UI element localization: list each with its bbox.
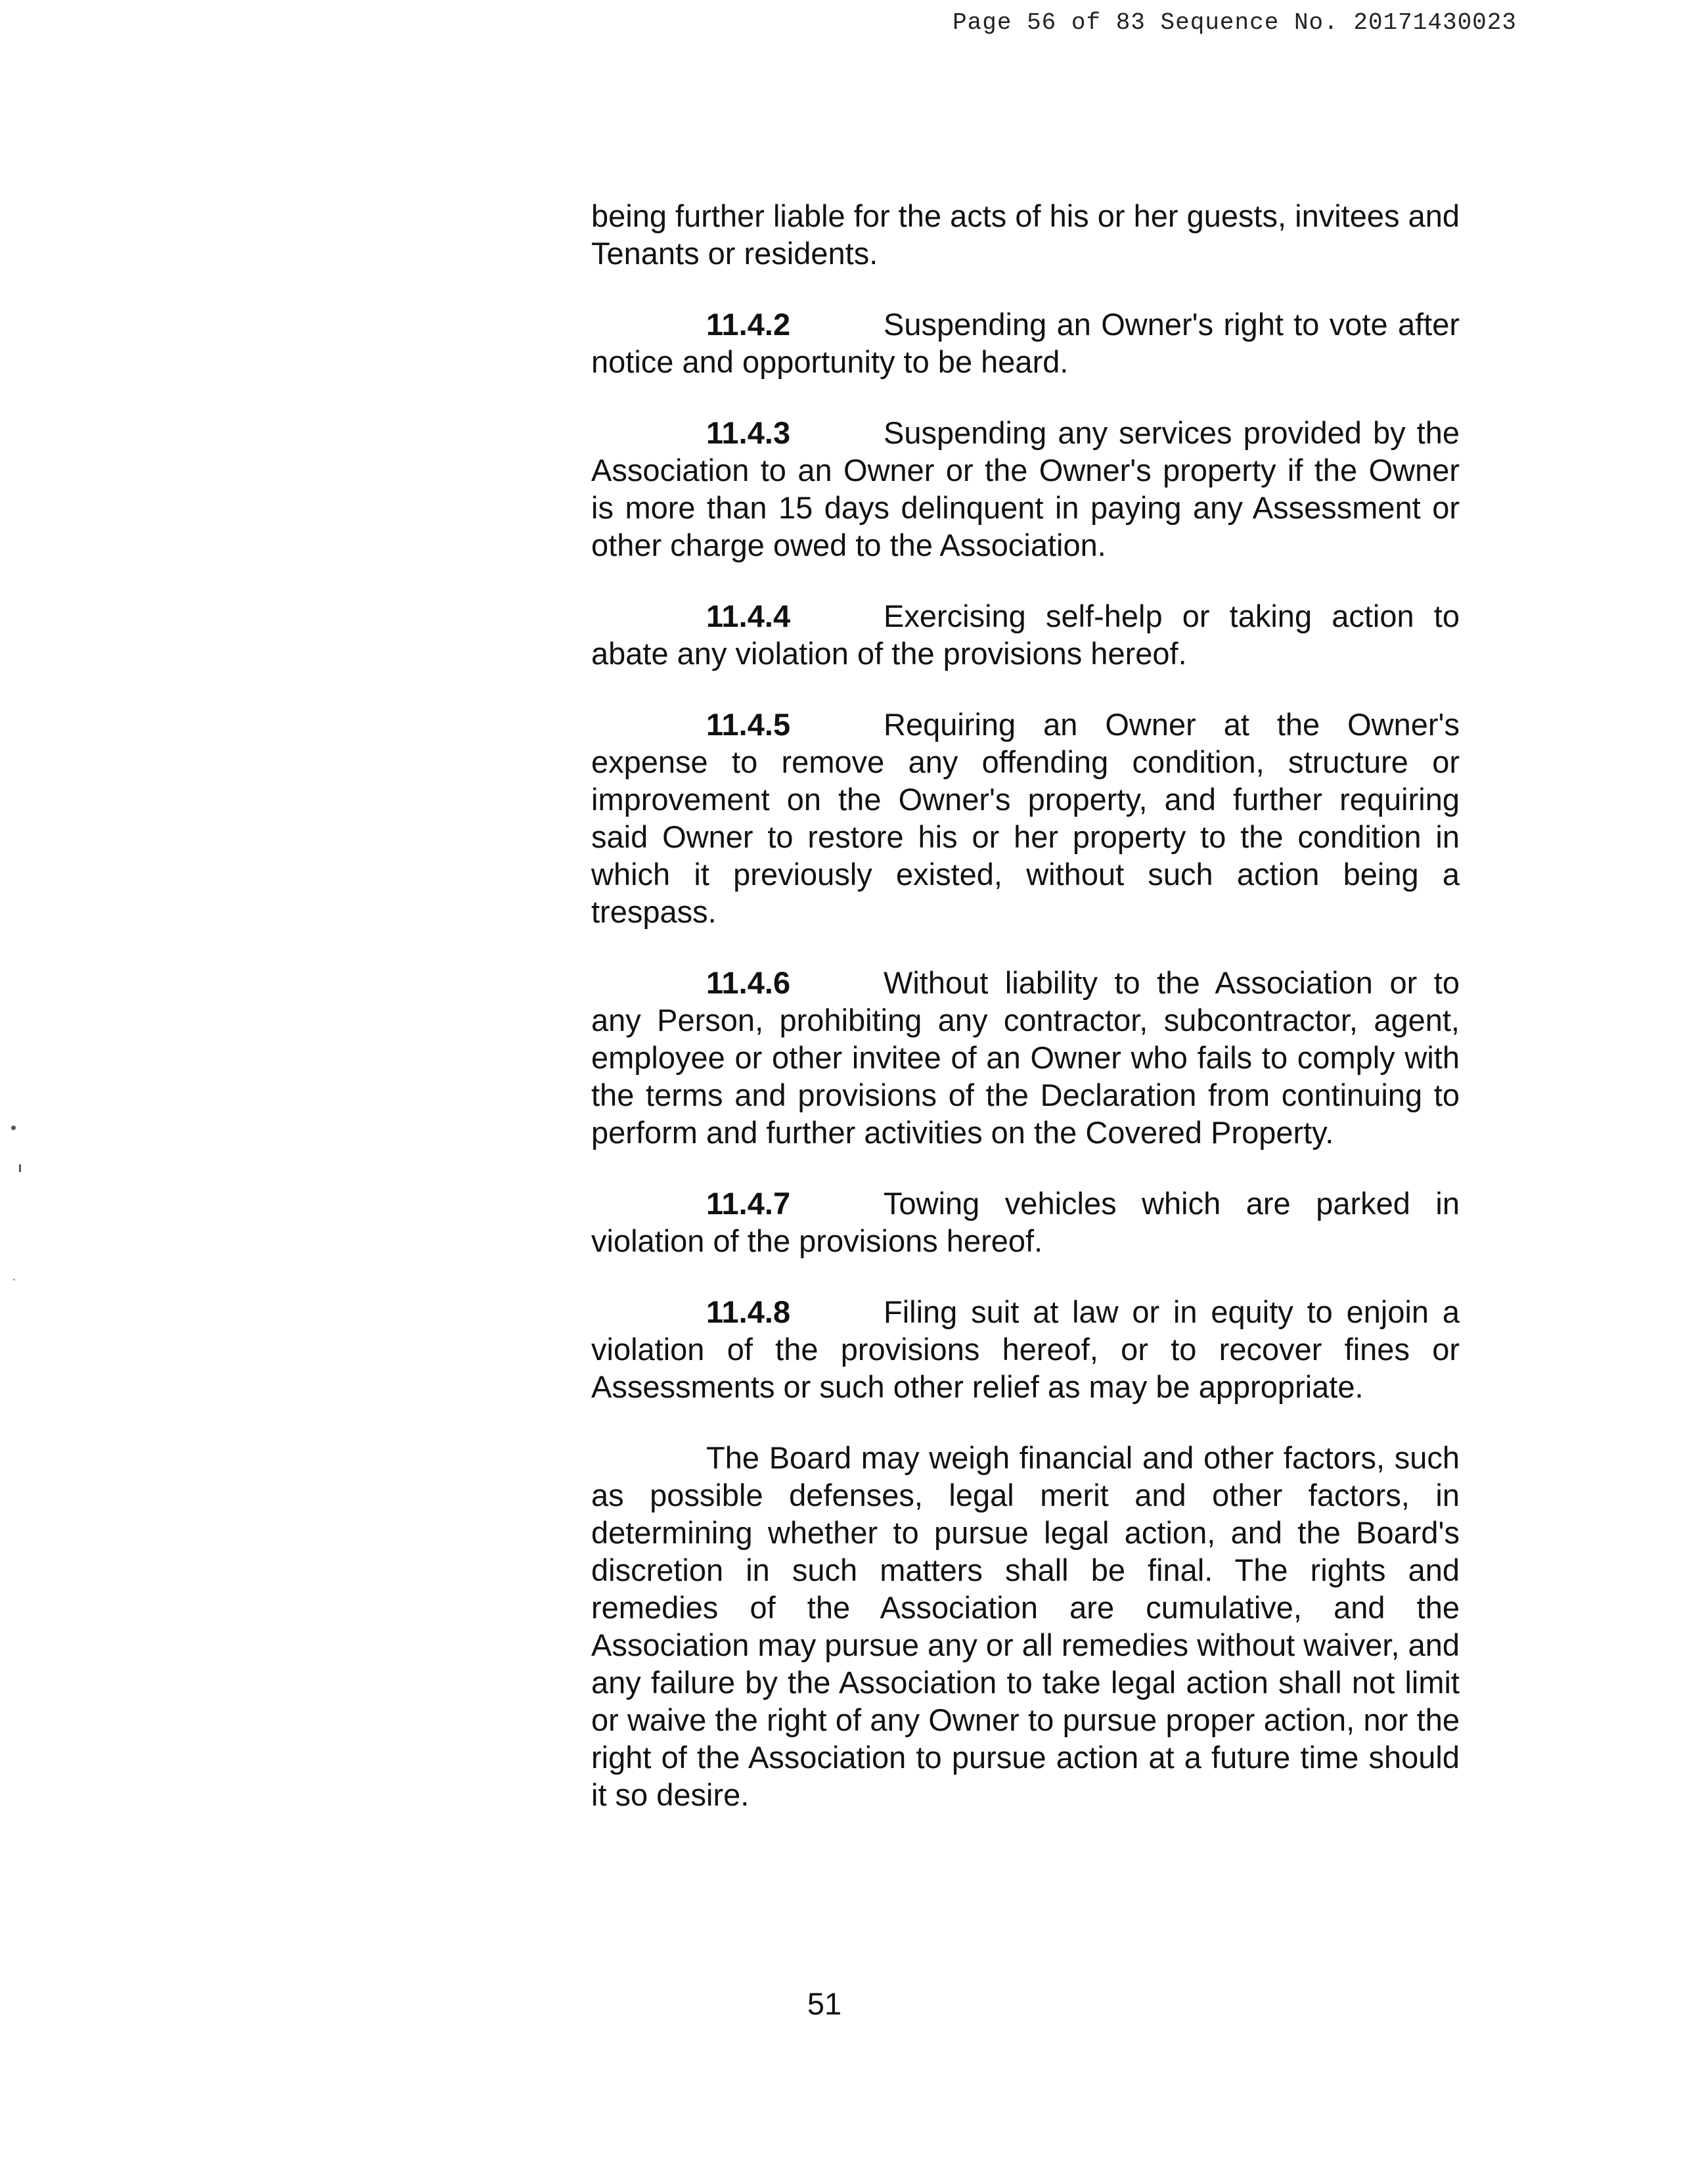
clause-11-4-8 (591, 1293, 1460, 1405)
scan-speck (19, 1164, 21, 1172)
clause-text: Without liability to the Association or to any Person, prohibiting any contractor, subcontractor, agent, employee or other invitee of an Owner who fails to comply with the terms and provisions of the Declaration from continuing to perform and further activities on the Covered Property. (591, 965, 1460, 1150)
clause-number: 11.4.6 (706, 965, 791, 1000)
clause-11-4-5 (591, 706, 1460, 930)
clause-11-4-6 (591, 964, 1460, 1151)
clause-text: Exercising self-help or taking action to abate any violation of the provisions hereof. (591, 599, 1460, 671)
clause-text: Suspending an Owner's right to vote after notice and opportunity to be heard. (591, 307, 1460, 379)
scan-speck (13, 1279, 15, 1281)
clause-11-4-4 (591, 597, 1460, 672)
intro-paragraph: being further liable for the acts of his or her guests, invitees and Tenants or residents. (591, 198, 1460, 271)
clause-number: 11.4.5 (706, 707, 791, 742)
clause-number: 11.4.7 (706, 1186, 791, 1221)
clause-number: 11.4.4 (706, 599, 791, 633)
clause-text: Requiring an Owner at the Owner's expense to remove any offending condition, structure or improvement on the Owner's property, and further requiring said Owner to restore his or her property to the condition in which it previously existed, without such action being a trespass. (591, 707, 1460, 929)
clause-text: Suspending any services provided by the Association to an Owner or the Owner's property if the Owner is more than 15 days delinquent in paying any Assessment or other charge owed to the Association. (591, 415, 1460, 562)
page-number: 51 (807, 1986, 842, 2021)
document-body (591, 197, 1460, 1847)
clause-number: 11.4.2 (706, 307, 791, 342)
clause-11-4-2 (591, 306, 1460, 380)
clause-11-4-3 (591, 414, 1460, 564)
clause-number: 11.4.3 (706, 415, 791, 450)
scan-speck (11, 1126, 16, 1130)
clause-number: 11.4.8 (706, 1294, 791, 1329)
page-header: Page 56 of 83 Sequence No. 20171430023 (953, 9, 1517, 36)
clause-11-4-7 (591, 1185, 1460, 1260)
clause-text: Towing vehicles which are parked in violation of the provisions hereof. (591, 1186, 1460, 1258)
closing-paragraph: The Board may weigh financial and other factors, such as possible defenses, legal merit and other factors, in determining whether to pursue legal action, and the Board's discretion in such matters shall be final. The rights and remedies of the Association are cumulative, and the Association may pursue any or all remedies without waiver, and any failure by the Association to take legal action shall not limit or waive the right of any Owner to pursue proper action, nor the right of the Association to pursue action at a future time should it so desire. (591, 1440, 1460, 1812)
clause-text: Filing suit at law or in equity to enjoin a violation of the provisions hereof, or to recover fines or Assessments or such other relief as may be appropriate. (591, 1294, 1460, 1404)
